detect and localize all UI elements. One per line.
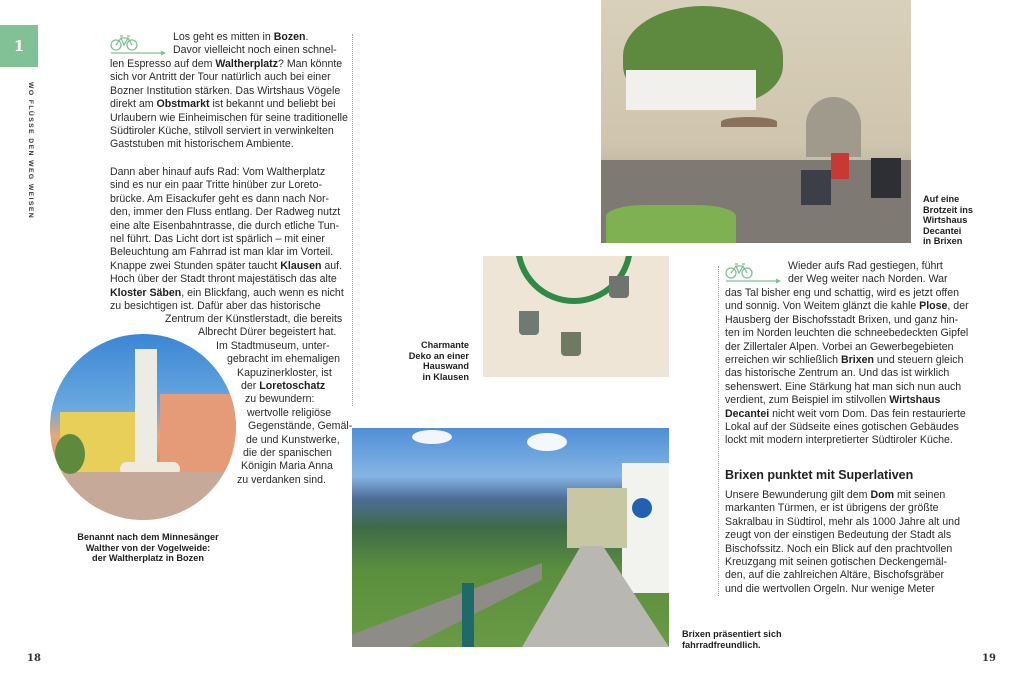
caption-line: Auf eine bbox=[923, 194, 960, 204]
stone-wall bbox=[352, 563, 542, 647]
left-para2 bbox=[110, 166, 344, 313]
text-line: ten im Norden leuchten die schneebedeckten Gipfel bbox=[725, 327, 969, 340]
text-line: zu besichtigen ist. Dafür aber das historische bbox=[110, 300, 321, 313]
text-line: Sakralbau in Südtirol, mehr als 1000 Jahre alt und bbox=[725, 515, 960, 528]
caption-brixen bbox=[682, 629, 842, 650]
text-line: de und Kunstwerke, bbox=[246, 433, 340, 446]
text-line: gebracht im ehemaligen bbox=[227, 353, 341, 366]
cloud bbox=[527, 433, 567, 451]
bike-sign bbox=[632, 498, 652, 518]
caption-decantei bbox=[923, 194, 1013, 247]
text-line: Dann aber hinauf aufs Rad: Vom Waltherplatz bbox=[110, 166, 326, 178]
caption-line: fahrradfreundlich. bbox=[682, 639, 761, 650]
text-line: die der spanischen bbox=[243, 447, 332, 460]
text-line: und sonnig. Von Weitem glänzt die kahle Plose, der bbox=[725, 300, 969, 313]
arch bbox=[806, 97, 861, 157]
photo-decantei-courtyard bbox=[601, 0, 911, 243]
text-line: und die wertvollen Orgeln. Nur wenige Meter bbox=[725, 582, 935, 595]
text-line: das historische Zentrum an. Und das ist wirklich bbox=[725, 367, 950, 380]
caption-line: der Waltherplatz in Bozen bbox=[92, 553, 204, 564]
text-line: sich vor Antritt der Tour natürlich auch bei einer bbox=[110, 71, 331, 84]
bicycle-arrow-icon bbox=[724, 262, 782, 284]
photo-waltherplatz bbox=[50, 334, 236, 520]
column-divider bbox=[718, 266, 719, 596]
left-para1-opening: Los geht es mitten in Bozen. Davor vielleicht noch einen schnel- bbox=[173, 31, 337, 57]
caption-line: Walther von der Vogelweide: bbox=[85, 542, 211, 553]
text-line: sehenswert. Eine Stärkung hat man sich nun auch bbox=[725, 380, 962, 393]
guests bbox=[801, 170, 831, 205]
text-line: Zentrum der Künstlerstadt, die bereits bbox=[165, 313, 343, 325]
column-divider bbox=[352, 34, 353, 406]
caption-line: Brotzeit ins bbox=[923, 204, 974, 215]
text-line: eine alte Eisenbahntrasse, die durch etliche Tun- bbox=[110, 219, 340, 232]
text-line: zeugt von der einstigen Bedeutung der Stadt als bbox=[725, 529, 952, 542]
text-line: Im Stadtmuseum, unter- bbox=[216, 339, 330, 352]
text-line: Albrecht Dürer begeistert hat. bbox=[198, 326, 337, 339]
cloud bbox=[412, 430, 452, 444]
water-fountain bbox=[462, 583, 474, 647]
caption-bozen bbox=[62, 532, 234, 564]
text-line: direkt am Obstmarkt ist bekannt und beliebt bei bbox=[110, 98, 336, 111]
text-line: zu bewundern: bbox=[245, 393, 315, 406]
text-line: Kreuzgang mit seinen gotischen Deckengemäl- bbox=[725, 556, 948, 569]
text-line: Gegenstände, Gemäl- bbox=[248, 420, 353, 433]
text-line: Südtiroler Küche, stilvoll serviert in verwinkelten bbox=[110, 125, 334, 138]
caption-line: Brixen präsentiert sich bbox=[682, 629, 782, 639]
photo-wheel-deko bbox=[483, 256, 669, 377]
text-line: das Tal bisher eng und schattig, wird es jetzt offen bbox=[725, 287, 959, 299]
text-line: Lokal auf der Südseite eines gotischen Gebäudes bbox=[725, 421, 959, 434]
text-line: wertvolle religiöse bbox=[247, 406, 332, 419]
text-line: Urlaubern wie Einheimischen für seine traditionelle bbox=[110, 111, 348, 124]
bicycle-arrow-icon bbox=[109, 34, 167, 56]
chapter-title: WO FLÜSSE DEN WEG WEISEN bbox=[27, 82, 34, 220]
caption-line: Charmante bbox=[421, 340, 469, 350]
white-house bbox=[622, 463, 669, 593]
text-line: Hausberg der Bischofsstadt Brixen, und ganz hin- bbox=[725, 313, 959, 326]
page-number-left: 18 bbox=[27, 653, 41, 664]
flower-pot bbox=[609, 276, 629, 298]
statue-column bbox=[135, 349, 157, 469]
text-line: len Espresso auf dem Waltherplatz? Man könnte bbox=[110, 58, 343, 70]
text-line: Knappe zwei Stunden später taucht Klausen auf. bbox=[110, 259, 343, 272]
caption-line: Wirtshaus bbox=[923, 215, 968, 226]
text-line: zu verdanken sind. bbox=[237, 473, 326, 486]
white-building bbox=[626, 70, 756, 110]
photo-bikepath-brixen bbox=[352, 428, 669, 647]
caption-line: in Klausen bbox=[422, 371, 469, 382]
text-line: Königin Maria Anna bbox=[241, 460, 333, 473]
text-line: brücke. Am Eisackufer geht es dann nach Nor- bbox=[110, 192, 330, 205]
text-line: der Loretoschatz bbox=[241, 380, 326, 393]
text-line: Beleuchtung am Fahrrad ist man klar im Vorteil. bbox=[110, 246, 334, 259]
text-line: nel führt. Das Licht dort ist spärlich – mit einer bbox=[110, 233, 325, 246]
subheading: Brixen punktet mit Superlativen bbox=[725, 468, 914, 482]
green-house bbox=[567, 488, 627, 548]
umbrella bbox=[721, 117, 777, 127]
text-line: Gaststuben mit historischem Ambiente. bbox=[110, 138, 294, 151]
guest-red-shirt bbox=[831, 153, 849, 179]
text-line: sind es nur ein paar Tritte hinüber zur Loreto- bbox=[110, 179, 322, 192]
page-number-right: 19 bbox=[982, 653, 996, 664]
text-line: erreichen wir schließlich Brixen und steuern gleich bbox=[725, 354, 964, 367]
flower-pot bbox=[561, 332, 581, 356]
text-line: lockt mit modern interpretierter Südtiroler Küche. bbox=[725, 434, 953, 447]
tree bbox=[55, 434, 85, 474]
left-para1 bbox=[110, 58, 348, 152]
caption-line: Hauswand bbox=[423, 361, 469, 372]
text-line: Bozner Institution stärken. Das Wirtshaus Vögele bbox=[110, 84, 341, 97]
text-line: Kapuzinerkloster, ist bbox=[237, 366, 332, 379]
flower-pot bbox=[519, 311, 539, 335]
caption-line: Deko an einer bbox=[408, 350, 469, 361]
right-para2 bbox=[725, 489, 960, 596]
text-line: markanten Türmen, er ist übrigens der größte bbox=[725, 502, 939, 515]
text-line: Kloster Säben, ein Blickfang, auch wenn es nicht bbox=[110, 286, 344, 299]
caption-line: in Brixen bbox=[923, 236, 963, 247]
text-line: den, auf die zahlreichen Altäre, Bischofsgräber bbox=[725, 569, 945, 582]
text-line: Decantei nicht weit vom Dom. Das fein restaurierte bbox=[725, 407, 966, 420]
caption-line: Decantei bbox=[923, 225, 962, 236]
piazza bbox=[50, 472, 236, 520]
chapter-number-tab bbox=[0, 25, 38, 67]
planter bbox=[606, 205, 736, 243]
text-line: Bischofssitz. Noch ein Blick auf den prachtvollen bbox=[725, 542, 953, 555]
text-line: den, immer den Fluss entlang. Der Radweg nutzt bbox=[110, 206, 341, 219]
guest bbox=[871, 158, 901, 198]
text-line: Unsere Bewunderung gilt dem Dom mit seinen bbox=[725, 489, 946, 501]
caption-klausen bbox=[395, 340, 469, 382]
right-para1 bbox=[725, 287, 969, 448]
text-line: Hoch über der Stadt thront majestätisch das alte bbox=[110, 273, 337, 286]
text-line: der Zillertaler Alpen. Vorbei an Gewerbegebieten bbox=[725, 340, 954, 353]
chapter-number: 1 bbox=[13, 37, 25, 55]
right-para1-opening: Wieder aufs Rad gestiegen, führt der Weg weiter nach Norden. War bbox=[788, 260, 948, 286]
text-line: verdient, zum Beispiel im stilvollen Wirtshaus bbox=[725, 394, 941, 407]
caption-line: Benannt nach dem Minnesänger bbox=[77, 532, 219, 542]
